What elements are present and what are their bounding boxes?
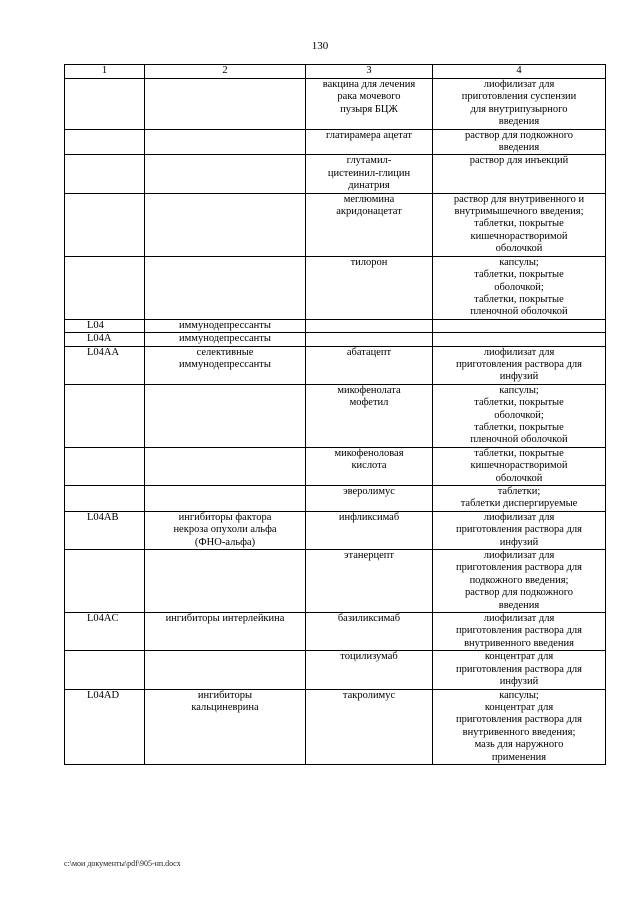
drug-name-cell: микофенолата мофетил: [306, 384, 433, 447]
group-name-cell: [145, 486, 306, 512]
group-name-cell: [145, 79, 306, 130]
dosage-form-cell: лиофилизат для приготовления суспензии для внутрипузырного введения: [433, 79, 606, 130]
drug-name-cell: микофеноловая кислота: [306, 447, 433, 485]
atc-code-cell: L04AC: [65, 613, 145, 651]
group-name-cell: [145, 651, 306, 689]
group-name-cell: [145, 550, 306, 613]
group-name-cell: [145, 447, 306, 485]
group-name-cell: иммунодепрессанты: [145, 333, 306, 346]
atc-code-cell: [65, 129, 145, 155]
dosage-form-cell: [433, 333, 606, 346]
atc-code-cell: [65, 486, 145, 512]
drug-name-cell: тоцилизумаб: [306, 651, 433, 689]
table-row: [65, 613, 606, 651]
atc-code-cell: L04A: [65, 333, 145, 346]
drug-name-cell: глутамил- цистеинил-глицин динатрия: [306, 155, 433, 193]
dosage-form-cell: лиофилизат для приготовления раствора для подкожного введения; раствор для подкожного введения: [433, 550, 606, 613]
table-row: [65, 333, 606, 346]
header-col-4: 4: [433, 65, 606, 79]
table-row: [65, 346, 606, 384]
table-row: [65, 550, 606, 613]
drug-table: [64, 64, 606, 765]
group-name-cell: ингибиторы интерлейкина: [145, 613, 306, 651]
dosage-form-cell: лиофилизат для приготовления раствора для инфузий: [433, 346, 606, 384]
table-row: [65, 193, 606, 256]
drug-name-cell: абатацепт: [306, 346, 433, 384]
atc-code-cell: [65, 193, 145, 256]
header-col-3: 3: [306, 65, 433, 79]
drug-name-cell: [306, 319, 433, 332]
dosage-form-cell: раствор для подкожного введения: [433, 129, 606, 155]
drug-name-cell: [306, 333, 433, 346]
header-col-1: 1: [65, 65, 145, 79]
group-name-cell: [145, 384, 306, 447]
dosage-form-cell: [433, 319, 606, 332]
atc-code-cell: [65, 384, 145, 447]
dosage-form-cell: капсулы; таблетки, покрытые оболочкой; таблетки, покрытые пленочной оболочкой: [433, 384, 606, 447]
dosage-form-cell: капсулы; концентрат для приготовления раствора для внутривенного введения; мазь для наружного применения: [433, 689, 606, 764]
atc-code-cell: [65, 155, 145, 193]
drug-name-cell: инфликсимаб: [306, 511, 433, 549]
group-name-cell: иммунодепрессанты: [145, 319, 306, 332]
drug-name-cell: эверолимус: [306, 486, 433, 512]
file-path-footer: c:\мои документы\pdf\905-нп.docx: [64, 859, 181, 868]
page-number: 130: [311, 40, 329, 52]
group-name-cell: ингибиторы фактора некроза опухоли альфа (ФНО-альфа): [145, 511, 306, 549]
table-row: [65, 155, 606, 193]
drug-name-cell: меглюмина акридонацетат: [306, 193, 433, 256]
table-row: [65, 689, 606, 764]
table-row: [65, 129, 606, 155]
dosage-form-cell: таблетки; таблетки диспергируемые: [433, 486, 606, 512]
drug-name-cell: вакцина для лечения рака мочевого пузыря БЦЖ: [306, 79, 433, 130]
dosage-form-cell: раствор для внутривенного и внутримышечного введения; таблетки, покрытые кишечнорастворимой оболочкой: [433, 193, 606, 256]
atc-code-cell: [65, 256, 145, 319]
drug-name-cell: базиликсимаб: [306, 613, 433, 651]
atc-code-cell: [65, 447, 145, 485]
header-col-2: 2: [145, 65, 306, 79]
atc-code-cell: [65, 651, 145, 689]
group-name-cell: [145, 256, 306, 319]
dosage-form-cell: капсулы; таблетки, покрытые оболочкой; таблетки, покрытые пленочной оболочкой: [433, 256, 606, 319]
atc-code-cell: L04AA: [65, 346, 145, 384]
group-name-cell: [145, 193, 306, 256]
atc-code-cell: [65, 79, 145, 130]
group-name-cell: ингибиторы кальциневрина: [145, 689, 306, 764]
atc-code-cell: L04AB: [65, 511, 145, 549]
table-row: [65, 79, 606, 130]
atc-code-cell: L04AD: [65, 689, 145, 764]
table-row: [65, 447, 606, 485]
dosage-form-cell: концентрат для приготовления раствора для инфузий: [433, 651, 606, 689]
table-row: [65, 486, 606, 512]
drug-name-cell: глатирамера ацетат: [306, 129, 433, 155]
drug-name-cell: этанерцепт: [306, 550, 433, 613]
table-row: [65, 256, 606, 319]
dosage-form-cell: лиофилизат для приготовления раствора для инфузий: [433, 511, 606, 549]
table-row: [65, 384, 606, 447]
dosage-form-cell: таблетки, покрытые кишечнорастворимой оболочкой: [433, 447, 606, 485]
dosage-form-cell: лиофилизат для приготовления раствора для внутривенного введения: [433, 613, 606, 651]
table-row: [65, 651, 606, 689]
table-header-row: [65, 65, 606, 79]
group-name-cell: [145, 129, 306, 155]
group-name-cell: селективные иммунодепрессанты: [145, 346, 306, 384]
dosage-form-cell: раствор для инъекций: [433, 155, 606, 193]
atc-code-cell: L04: [65, 319, 145, 332]
atc-code-cell: [65, 550, 145, 613]
table-row: [65, 511, 606, 549]
group-name-cell: [145, 155, 306, 193]
table-row: [65, 319, 606, 332]
drug-name-cell: тилорон: [306, 256, 433, 319]
drug-name-cell: такролимус: [306, 689, 433, 764]
